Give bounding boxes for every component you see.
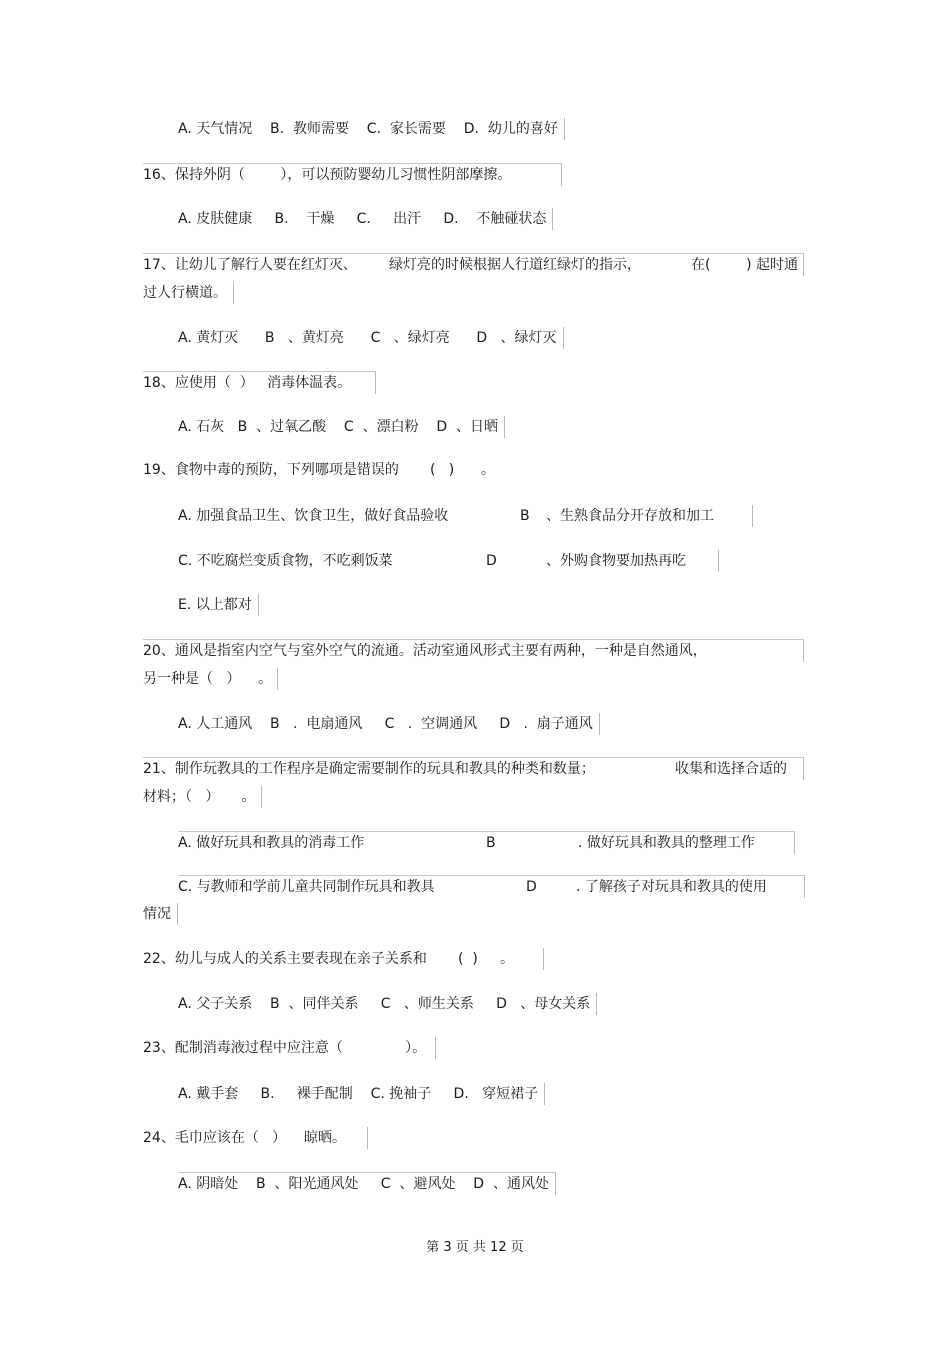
q16-options: A. 皮肤健康 B. 干燥 C. 出汗 D. 不触碰状态	[178, 208, 553, 230]
q17-stem-part-b: 绿灯亮的时候根据人行道红绿灯的指示，	[389, 257, 641, 273]
q21-option-d: . 了解孩子对玩具和教具的使用	[576, 879, 767, 895]
q21-option-d-continued: 情况	[143, 903, 178, 925]
q18-stem: 18、应使用（ ） 消毒体温表。	[143, 371, 376, 394]
q17-options: A. 黄灯灭 B 、黄灯亮 C 、绿灯亮 D 、绿灯灭	[178, 327, 564, 349]
q21-stem-part-a: 21、制作玩教具的工作程序是确定需要制作的玩具和教具的种类和数量；	[143, 761, 595, 777]
q17-stem-line-1	[143, 253, 804, 276]
q17-stem-part-a: 17、让幼儿了解行人要在红灯灭、	[143, 257, 357, 273]
q21-options-row-2	[178, 875, 805, 898]
q21-option-c: C. 与教师和学前儿童共同制作玩具和教具	[178, 879, 435, 895]
q21-option-a: A. 做好玩具和教具的消毒工作	[178, 835, 365, 851]
q17-stem-part-c: 在( ) 起时通	[691, 257, 798, 273]
q24-options: A. 阴暗处 B 、阳光通风处 C 、避风处 D 、通风处	[178, 1172, 556, 1195]
q21-option-b: . 做好玩具和教具的整理工作	[578, 835, 755, 851]
q23-options: A. 戴手套 B. 裸手配制 C. 挽袖子 D. 穿短裙子	[178, 1083, 545, 1105]
q17-stem-line-2: 过人行横道。	[143, 282, 234, 304]
q20-options: A. 人工通风 B . 电扇通风 C . 空调通风 D . 扇子通风	[178, 713, 600, 735]
q19-option-b: 、生熟食品分开存放和加工	[546, 508, 714, 524]
page-footer: 第 3 页 共 12 页	[426, 1240, 524, 1255]
q22-options: A. 父子关系 B 、同伴关系 C 、师生关系 D 、母女关系	[178, 993, 597, 1015]
q21-stem-line-2: 材料；（ ） 。	[143, 786, 262, 808]
q19-option-b-letter: B	[520, 508, 530, 524]
q19-option-d-letter: D	[486, 553, 497, 569]
q19-option-e: E. 以上都对	[178, 594, 259, 616]
q21-option-d-letter: D	[526, 879, 537, 895]
q19-stem: 19、食物中毒的预防，下列哪项是错误的 ( ) 。	[143, 462, 495, 478]
q21-option-b-letter: B	[486, 835, 496, 851]
q21-options-row-1	[178, 831, 795, 854]
q19-options-row-1	[178, 505, 753, 527]
q19-option-d: 、外购食物要加热再吃	[546, 553, 686, 569]
q21-stem-part-b: 收集和选择合适的	[675, 761, 787, 777]
q23-stem: 23、配制消毒液过程中应注意（ ）。	[143, 1037, 436, 1059]
q19-option-a: A. 加强食品卫生、饮食卫生，做好食品验收	[178, 508, 449, 524]
q15-options: A. 天气情况 B. 教师需要 C. 家长需要 D. 幼儿的喜好	[178, 118, 565, 140]
q24-stem: 24、毛巾应该在（ ） 晾晒。	[143, 1127, 368, 1149]
q19-options-row-2	[178, 550, 719, 572]
q16-stem: 16、保持外阴（ ），可以预防婴幼儿习惯性阴部摩擦。	[143, 163, 562, 186]
q20-stem-line-1: 20、通风是指室内空气与室外空气的流通。活动室通风形式主要有两种，一种是自然通风，	[143, 639, 804, 662]
q18-options: A. 石灰 B 、过氧乙酸 C 、漂白粉 D 、日晒	[178, 416, 505, 438]
q20-stem-line-2: 另一种是（ ） 。	[143, 668, 278, 690]
q19-option-c: C. 不吃腐烂变质食物，不吃剩饭菜	[178, 553, 393, 569]
q22-stem: 22、幼儿与成人的关系主要表现在亲子关系和 ( ) 。	[143, 948, 544, 970]
q21-stem-line-1	[143, 757, 804, 780]
